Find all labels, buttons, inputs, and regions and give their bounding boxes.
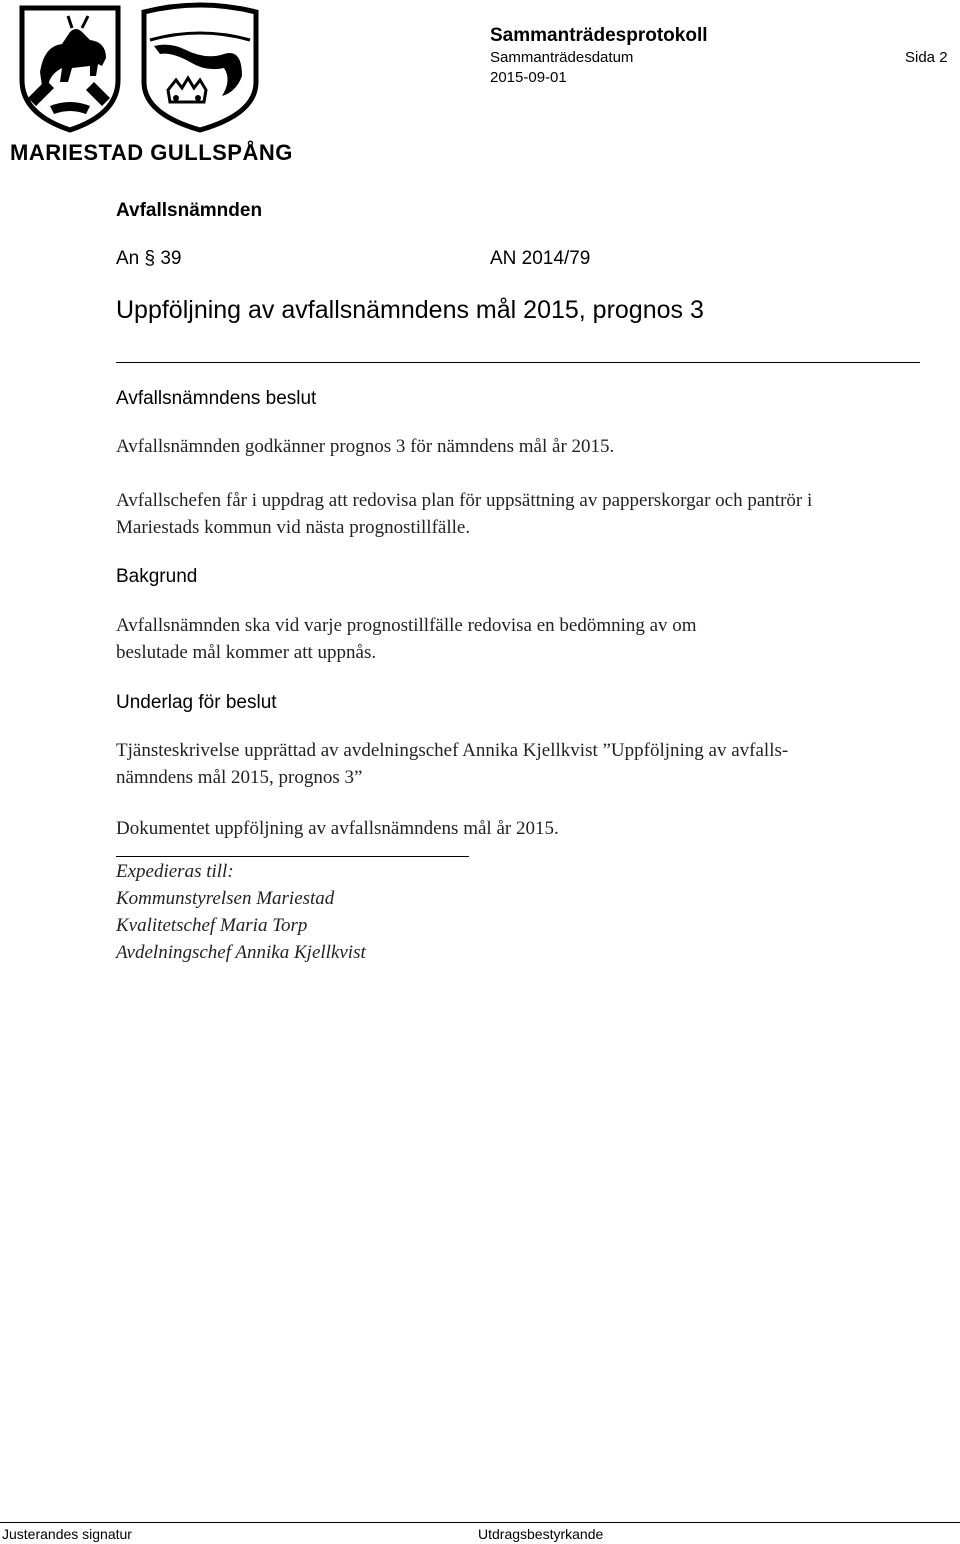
meeting-date-label: Sammanträdesdatum (490, 49, 634, 66)
distribution-recipient: Avdelningschef Annika Kjellkvist (116, 942, 366, 963)
page-number: Sida 2 (905, 49, 948, 66)
assignment-text-line2: Mariestads kommun vid nästa prognostillfälle. (116, 517, 471, 538)
case-number: AN 2014/79 (490, 248, 591, 269)
footer-certification-label: Utdragsbestyrkande (478, 1526, 604, 1542)
footer-divider (0, 1522, 960, 1523)
heading-basis: Underlag för beslut (116, 692, 277, 713)
gullspang-coat-of-arms-icon (144, 5, 256, 130)
basis-text-line2: nämndens mål 2015, prognos 3” (116, 767, 363, 788)
distribution-divider (116, 856, 469, 857)
document-title: Uppföljning av avfallsnämndens mål 2015, prognos 3 (116, 296, 704, 324)
heading-background: Bakgrund (116, 566, 198, 587)
mariestad-coat-of-arms-icon (22, 8, 118, 130)
logo-text: MARIESTAD GULLSPÅNG (10, 140, 293, 165)
background-text-line1: Avfallsnämnden ska vid varje prognostillfälle redovisa en bedömning av om (116, 615, 697, 636)
municipality-logo (10, 2, 293, 168)
title-divider (116, 362, 920, 363)
distribution-label: Expedieras till: (116, 861, 234, 882)
footer-signature-label: Justerandes signatur (2, 1526, 132, 1542)
background-text-line2: beslutade mål kommer att uppnås. (116, 642, 377, 663)
heading-decision: Avfallsnämndens beslut (116, 388, 317, 409)
distribution-recipient: Kvalitetschef Maria Torp (116, 915, 308, 936)
protocol-title: Sammanträdesprotokoll (490, 25, 708, 46)
basis-document-text: Dokumentet uppföljning av avfallsnämndens mål år 2015. (116, 818, 559, 839)
distribution-recipient: Kommunstyrelsen Mariestad (116, 888, 335, 909)
decision-text: Avfallsnämnden godkänner prognos 3 för nämndens mål år 2015. (116, 436, 615, 457)
organization-name: Avfallsnämnden (116, 200, 263, 221)
assignment-text-line1: Avfallschefen får i uppdrag att redovisa plan för uppsättning av papperskorgar och pantrör i (116, 490, 813, 511)
meeting-date: 2015-09-01 (490, 69, 567, 86)
basis-text-line1: Tjänsteskrivelse upprättad av avdelningschef Annika Kjellkvist ”Uppföljning av avfalls- (116, 740, 789, 761)
paragraph-number: An § 39 (116, 248, 182, 269)
